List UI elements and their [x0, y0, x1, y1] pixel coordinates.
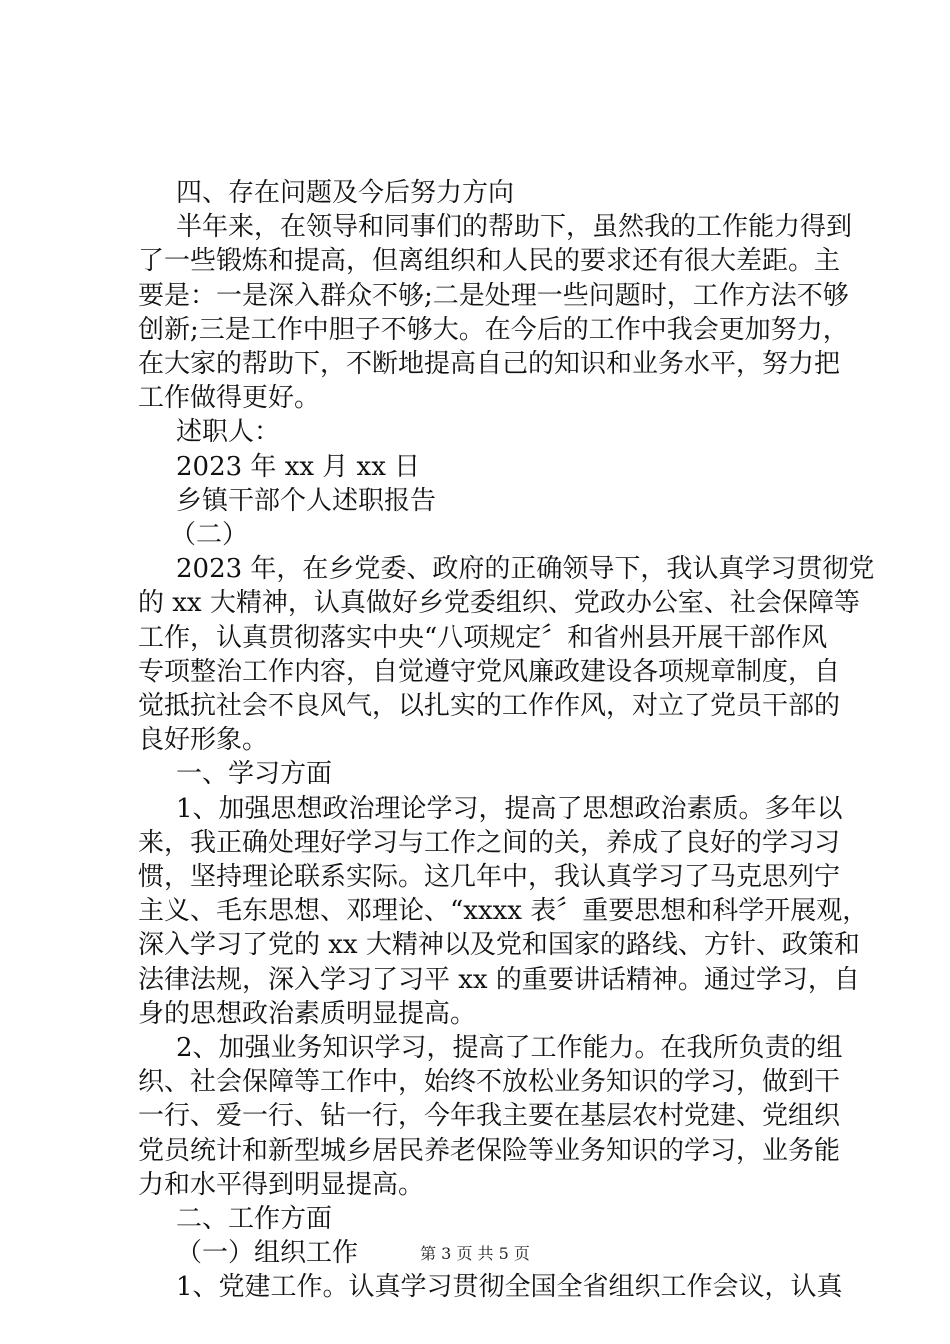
text-line: 工作做得更好。: [138, 383, 321, 414]
text-line: 2、加强业务知识学习，提高了工作能力。在我所负责的组: [176, 1033, 843, 1063]
text-line: 来，我正确处理好学习与工作之间的关，养成了良好的学习习: [138, 827, 841, 858]
text-line: 二、工作方面: [176, 1204, 333, 1234]
text-line: 1、党建工作。认真学习贯彻全国全省组织工作会议，认真: [176, 1272, 843, 1303]
text-line: 述职人：: [176, 417, 281, 448]
text-line: 党员统计和新型城乡居民养老保险等业务知识的学习，业务能: [138, 1135, 841, 1166]
text-line: 专项整治工作内容，自觉遵守党风廉政建设各项规章制度，自: [138, 656, 841, 687]
text-line: 要是：一是深入群众不够;二是处理一些问题时，工作方法不够: [138, 280, 849, 311]
text-line: 一行、爱一行、钻一行，今年我主要在基层农村党建、党组织: [138, 1101, 841, 1132]
text-line: 良好形象。: [138, 725, 269, 756]
text-line: 2023 年，在乡党委、政府的正确领导下，我认真学习贯彻党: [176, 554, 875, 585]
text-line: 四、存在问题及今后努力方向: [176, 178, 515, 208]
text-line: 织、社会保障等工作中，始终不放松业务知识的学习，做到干: [138, 1067, 841, 1098]
text-line: （一）组织工作: [176, 1238, 359, 1269]
text-line: 创新;三是工作中胆子不够大。在今后的工作中我会更加努力，: [138, 314, 849, 345]
text-line: 在大家的帮助下，不断地提高自己的知识和业务水平，努力把: [138, 349, 841, 379]
text-line: 力和水平得到明显提高。: [138, 1169, 425, 1200]
page-footer: 第 3 页 共 5 页: [420, 1244, 530, 1263]
text-line: 半年来，在领导和同事们的帮助下，虽然我的工作能力得到: [176, 212, 853, 243]
text-line: 一、学习方面: [176, 759, 333, 790]
text-line: 觉抵抗社会不良风气，以扎实的工作作风，对立了党员干部的: [138, 691, 841, 721]
text-line: 法律法规，深入学习了习平 xx 的重要讲话精神。通过学习，自: [138, 964, 860, 995]
text-line: 乡镇干部个人述职报告: [176, 485, 437, 516]
text-line: 了一些锻炼和提高，但离组织和人民的要求还有很大差距。主: [138, 246, 841, 277]
text-line: 的 xx 大精神，认真做好乡党委组织、党政办公室、社会保障等: [138, 588, 860, 619]
text-line: 深入学习了党的 xx 大精神以及党和国家的路线、方针、政策和: [138, 930, 860, 961]
text-line: 惯，坚持理论联系实际。这几年中，我认真学习了马克思列宁: [138, 862, 841, 892]
text-line: 主义、毛东思想、邓理论、“xxxx 表〞重要思想和科学开展观，: [138, 896, 869, 927]
text-line: 1、加强思想政治理论学习，提高了思想政治素质。多年以: [176, 793, 843, 824]
text-line: 2023 年 xx 月 xx 日: [176, 451, 421, 482]
text-line: 工作，认真贯彻落实中央“八项规定〞和省州县开展干部作风: [138, 622, 828, 653]
text-line: 身的思想政治素质明显提高。: [138, 998, 477, 1029]
text-line: （二）: [170, 520, 249, 550]
